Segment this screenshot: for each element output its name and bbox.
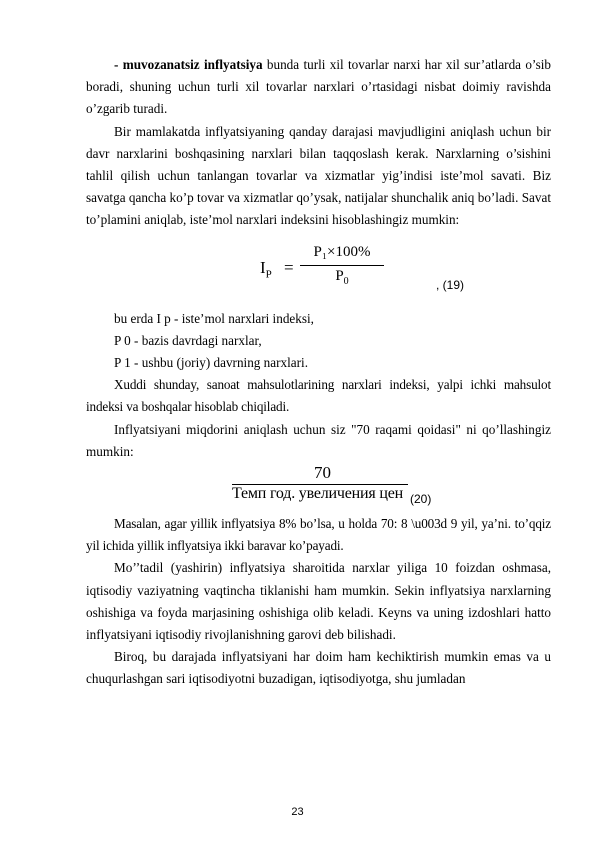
formula-rule-of-70: [86, 465, 551, 511]
formula-denominator: $P_0$: [335, 267, 349, 287]
formula-numerator: P₁×100%: [313, 243, 371, 260]
fraction-bar: [300, 265, 384, 266]
formula-ref: (20): [410, 492, 432, 507]
document-body: [86, 54, 551, 691]
paragraph-text: bunda turli xil tovarlar narxi har xil sur’atlarda o’sib boradi, shuning uchun turli xil tovarlar narxlari o’rtasidagi nisbat doimiy ravishda o’zgarib turadi.: [86, 57, 551, 117]
paragraph: [86, 54, 551, 121]
formula-price-index: [86, 244, 551, 304]
formula-lhs: $I_P$: [260, 257, 272, 281]
paragraph: Mo’’tadil (yashirin) inflyatsiya sharoitida narxlar yiliga 10 foizdan oshmasa, iqtisodiy vaziyatning vaqtincha tiklanishi ham mumkin. Sekin inflyatsiya narxlarning oshishiga va foyda marjasining oshishiga olib keladi. Keyns va uning izdoshlari hatto inflyatsiyani iqtisodiy rivojlanishning garovi deb bilishadi.: [86, 560, 551, 643]
paragraph: Bir mamlakatda inflyatsiyaning qanday darajasi mavjudligini aniqlash uchun bir davr narxlarini boshqasining narxlari bilan taqqoslash kerak. Narxlarning o’sishini tahlil qilish uchun tanlangan tovarlar va xizmatlar yig’indisi iste’mol savati. Biz savatga qancha ko’p tovar va xizmatlar qo’ysak, natijalar shunchalik aniq bo’ladi. Savat to’plamini aniqlab, iste’mol narxlari indeksini hisoblashingiz mumkin:: [86, 123, 551, 228]
formula-denominator: Темп год. увеличения цен: [232, 485, 403, 503]
paragraph: Biroq, bu darajada inflyatsiyani har doim ham kechiktirish mumkin emas va u chuqurlashgan sari iqtisodiyotni buzadigan, iqtisodiyotga, shu jumladan: [86, 649, 551, 687]
formula-ref: , (19): [436, 277, 465, 292]
paragraph: P 0 - bazis davrdagi narxlar,: [114, 332, 262, 348]
paragraph: Masalan, agar yillik inflyatsiya 8% bo’lsa, u holda 70: 8 \u003d 9 yil, ya’ni. to’qqiz yil ichida yillik inflyatsiya ikki baravar ko’payadi.: [86, 516, 551, 554]
paragraph: Xuddi shunday, sanoat mahsulotlarining narxlari indeksi, yalpi ichki mahsulot indeksi va boshqalar hisoblab chiqiladi.: [86, 377, 551, 415]
paragraph: Inflyatsiyani miqdorini aniqlash uchun siz "70 raqami qoidasi" ni qo’llashingiz mumkin:: [86, 421, 551, 459]
page-number: 23: [291, 806, 304, 818]
paragraph: P 1 - ushbu (joriy) davrning narxlari.: [114, 355, 308, 371]
formula-numerator: 70: [314, 463, 331, 483]
paragraph: bu erda I p - iste’mol narxlari indeksi,: [114, 310, 314, 326]
formula-equals: =: [284, 257, 294, 277]
term-bold: - muvozanatsiz inflyatsiya: [114, 57, 263, 72]
